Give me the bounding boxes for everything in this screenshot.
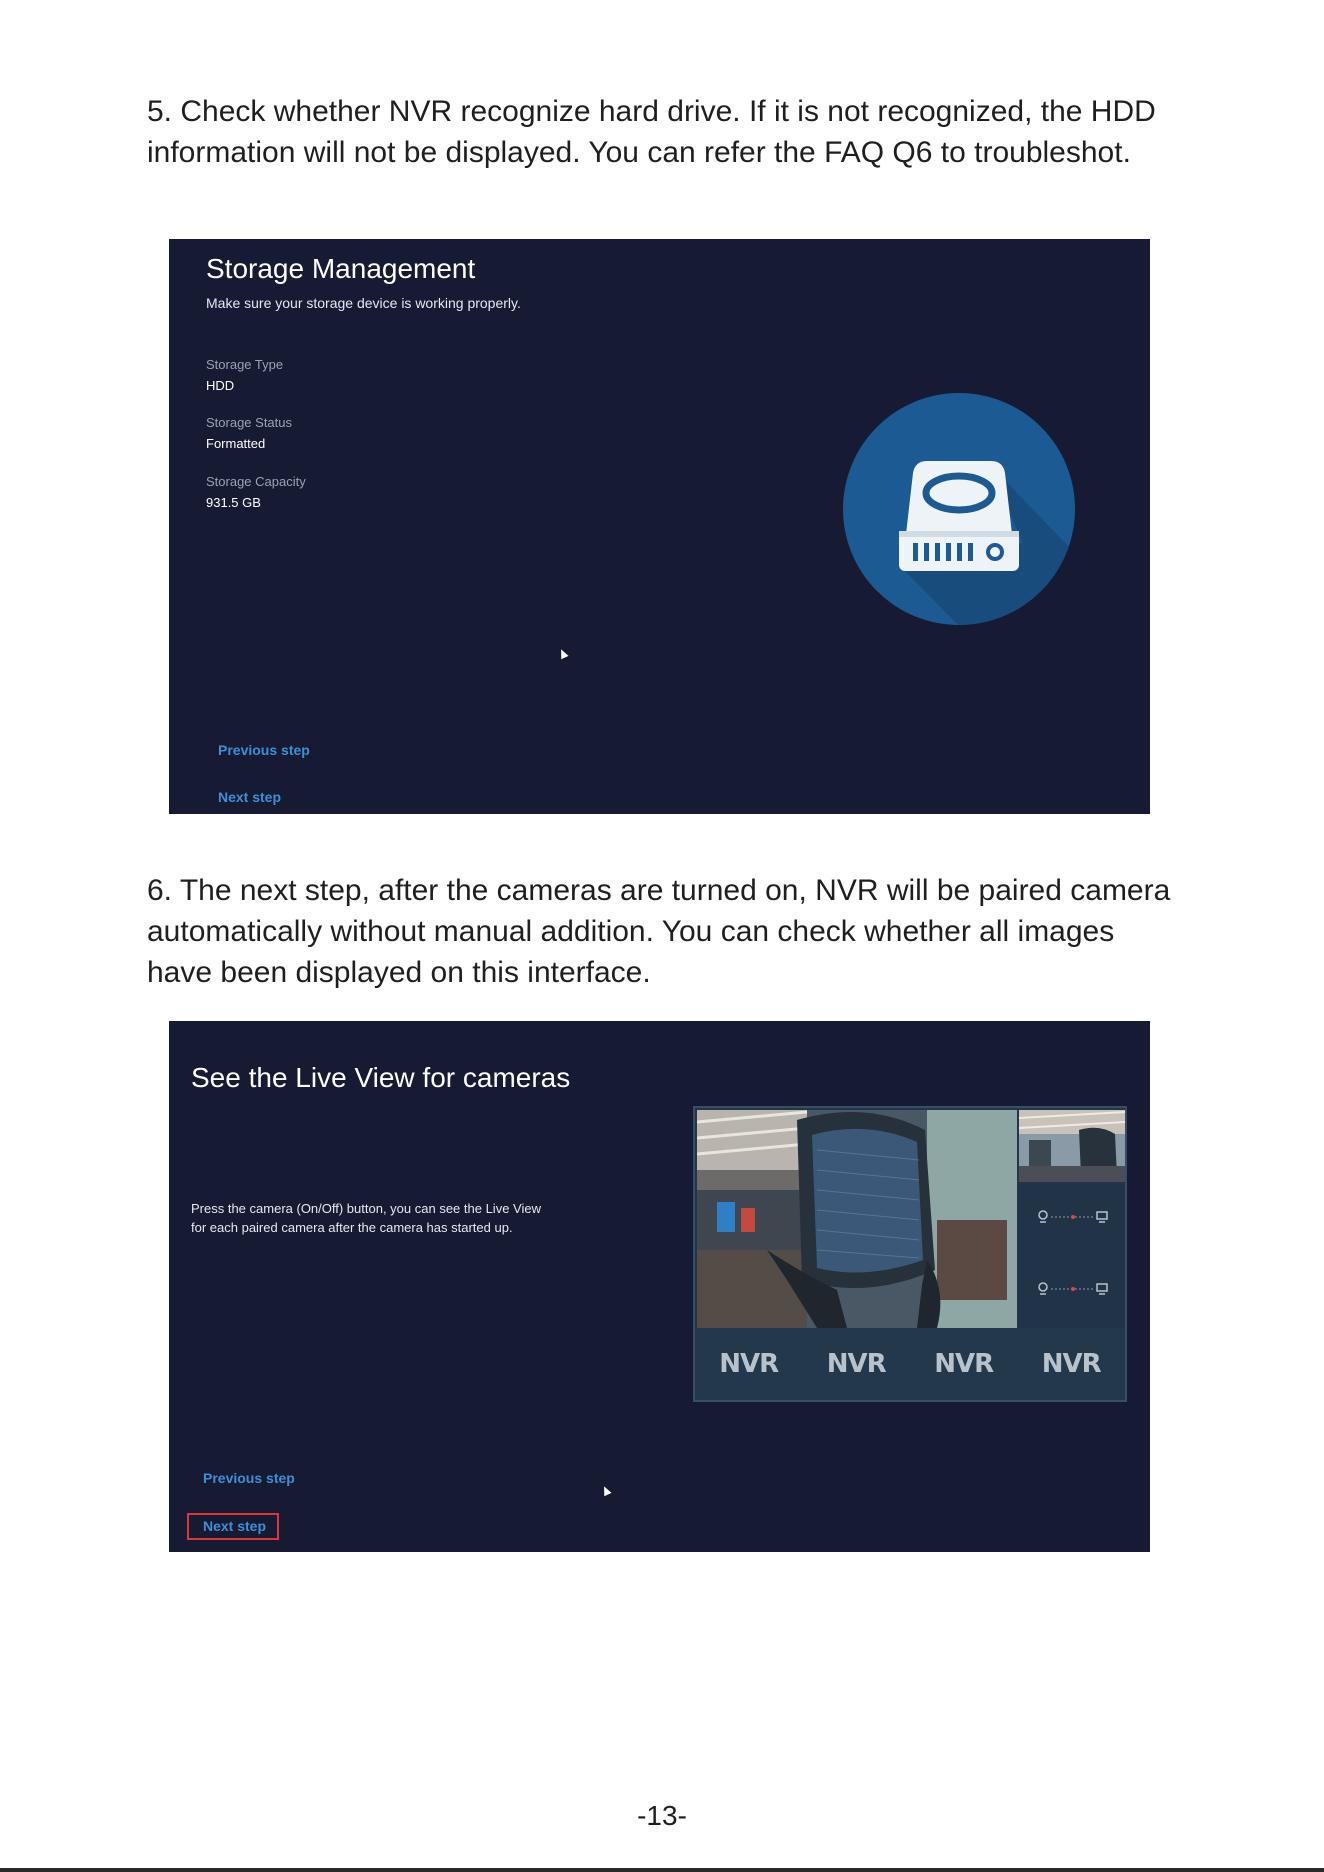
pairing-status-panel [1019,1184,1125,1328]
live-view-screenshot [169,1021,1150,1552]
previous-step-button[interactable]: Previous step [203,1470,295,1486]
live-view-description-line-2: for each paired camera after the camera has started up. [191,1220,513,1235]
live-view-title: See the Live View for cameras [191,1062,571,1093]
storage-status-label: Storage Status [206,415,292,430]
storage-capacity-label: Storage Capacity [206,474,306,489]
nvr-logo: NVR [719,1349,779,1379]
camera-pairing-icon [1037,1210,1109,1224]
nvr-logo: NVR [826,1349,886,1379]
step-5-paragraph: 5. Check whether NVR recognize hard drive. If it is not recognized, the HDD information will not be displayed. You can refer the FAQ Q6 to troubleshot. [147,95,1156,169]
previous-step-button[interactable]: Previous step [218,742,310,758]
nvr-logo: NVR [934,1349,994,1379]
storage-management-screenshot [169,239,1150,814]
storage-status-value: Formatted [206,436,266,451]
mouse-cursor-icon [600,1485,611,1497]
camera-live-feed [697,1110,1017,1328]
camera-pairing-icon [1037,1282,1109,1296]
nvr-logo-row [695,1328,1125,1400]
page-number: -13- [637,1800,687,1831]
next-step-button[interactable]: Next step [203,1518,267,1534]
nvr-logo: NVR [1041,1349,1101,1379]
storage-type-value: HDD [206,378,235,393]
camera-thumbnail [1019,1110,1125,1182]
live-view-description-line-1: Press the camera (On/Off) button, you can see the Live View [191,1201,541,1216]
live-view-panel [693,1106,1127,1402]
storage-capacity-value: 931.5 GB [206,495,261,510]
page-bottom-border [0,1868,1324,1872]
next-step-button[interactable]: Next step [218,789,282,805]
mouse-cursor-icon [557,648,568,660]
hard-drive-icon [843,393,1075,625]
storage-subtitle: Make sure your storage device is working properly. [206,295,521,311]
storage-type-label: Storage Type [206,357,284,372]
storage-title: Storage Management [206,253,476,284]
step-6-paragraph: 6. The next step, after the cameras are turned on, NVR will be paired camera automatically without manual addition. You can check whether all images have been displayed on this interface. [147,874,1171,989]
